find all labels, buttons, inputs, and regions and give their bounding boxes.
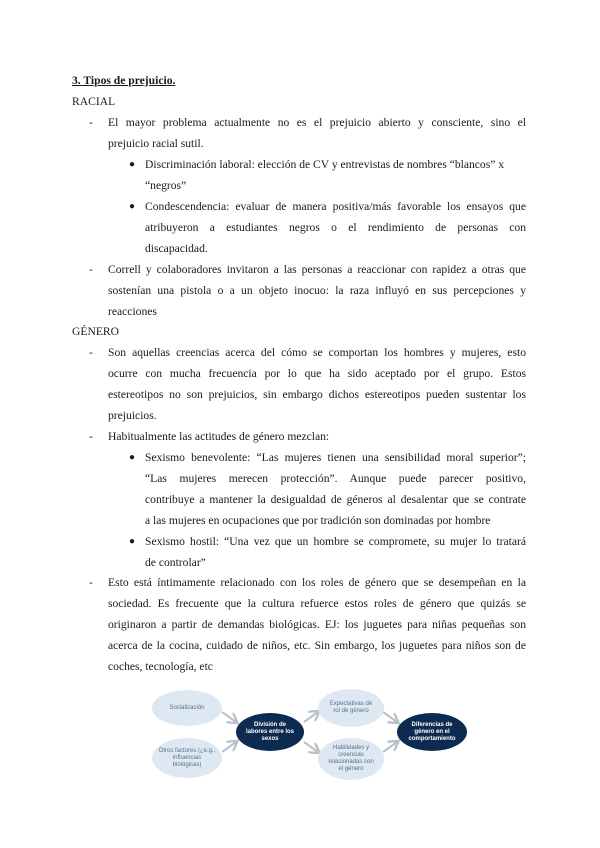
racial-bullet2-line2: atribuyeron a estudiantes negros o el rendimiento de personas con xyxy=(145,221,526,234)
dash-marker: - xyxy=(89,576,93,589)
genero-bullet2-line2: de controlar” xyxy=(145,556,206,569)
bullet-marker: ● xyxy=(129,536,136,547)
genero-item3-line3: originaron a partir de demandas biológicas. EJ: los juguetes para niñas pequeñas son xyxy=(108,618,526,631)
node-habilidades: Habilidades y creencias relacionadas con el género xyxy=(318,738,384,780)
racial-bullet2-line1: Condescendencia: evaluar de manera positiva/más favorable los ensayos que xyxy=(145,200,526,213)
genero-bullet1-line2: “Las mujeres merecen protección”. Aunque puede parecer positivo, xyxy=(145,472,526,485)
arrow-to-expectativas xyxy=(304,712,318,722)
genero-item3-line4: acerca de la cocina, cuidado de niños, etc. Sin embargo, los juguetes para niños son de xyxy=(108,639,526,652)
dash-marker: - xyxy=(89,346,93,359)
genero-item3-line2: sociedad. Es frecuente que la cultura refuerce estos roles de género que quizás se xyxy=(108,597,526,610)
racial-item2-line1: Correll y colaboradores invitaron a las personas a reaccionar con rapidez a otras que xyxy=(108,263,526,276)
node-expectativas: Expectativas de rol de género xyxy=(318,689,384,727)
node-socializacion: Socialización xyxy=(152,690,222,726)
genero-item1-line1: Son aquellas creencias acerca del cómo se comportan los hombres y mujeres, esto xyxy=(108,346,526,359)
section-heading: 3. Tipos de prejuicio. xyxy=(72,74,176,87)
node-division: División de labores entre los sexos xyxy=(236,713,304,751)
genero-item3-line1: Esto está íntimamente relacionado con los roles de género que se desempeñan en la xyxy=(108,576,526,589)
dash-marker: - xyxy=(89,430,93,443)
genero-item1-line4: prejuicios. xyxy=(108,409,157,422)
genero-title: GÉNERO xyxy=(72,325,120,338)
racial-item2-line3: reacciones xyxy=(108,305,157,318)
genero-item2-line1: Habitualmente las actitudes de género mezclan: xyxy=(108,430,330,443)
dash-marker: - xyxy=(89,263,93,276)
bullet-marker: ● xyxy=(129,159,136,170)
racial-item1-line1: El mayor problema actualmente no es el prejuicio abierto y consciente, sino el xyxy=(108,116,526,129)
node-diferencias: Diferencias de género en el comportamiento xyxy=(397,713,467,751)
arrow-expectativas-out xyxy=(383,712,397,722)
dash-marker: - xyxy=(89,116,93,129)
racial-item1-line2: prejuicio racial sutil. xyxy=(108,137,204,150)
racial-title: RACIAL xyxy=(72,95,116,108)
arrow-habilidades-out xyxy=(383,742,397,752)
bullet-marker: ● xyxy=(129,201,136,212)
genero-item1-line3: estereotipos no son prejuicios, sin embargo dichos estereotipos pueden sustentar los xyxy=(108,388,526,401)
arrow-socializacion xyxy=(222,712,236,722)
arrow-to-habilidades xyxy=(304,742,318,752)
bullet-marker: ● xyxy=(129,452,136,463)
genero-bullet2-line1: Sexismo hostil: “Una vez que un hombre se compromete, su mujer lo tratará xyxy=(145,535,526,548)
racial-bullet2-line3: discapacidad. xyxy=(145,242,208,255)
genero-bullet1-line4: a las mujeres en ocupaciones que por tradición son dominadas por hombre xyxy=(145,514,491,527)
genero-bullet1-line1: Sexismo benevolente: “Las mujeres tienen una sensibilidad moral superior”; xyxy=(145,451,526,464)
racial-bullet1-line2: “negros” xyxy=(145,179,187,192)
node-otros-factores: Otros factores (¿e.g., influencias biológicas) xyxy=(152,738,222,778)
racial-item2-line2: sostenían una pistola o a un objeto inocuo: la raza influyó en sus percepciones y xyxy=(108,284,526,297)
racial-bullet1-line1: Discriminación laboral: elección de CV y entrevistas de nombres “blancos” x xyxy=(145,158,505,171)
genero-item1-line2: ocurre con mucha frecuencia por lo que ha sido aceptado por el grupo. Estos xyxy=(108,367,526,380)
arrow-otros-factores xyxy=(222,742,236,752)
genero-item3-line5: coches, tecnología, etc xyxy=(108,660,213,673)
genero-bullet1-line3: contribuye a mantener la desigualdad de géneros al desalentar que se contrate xyxy=(145,493,526,506)
